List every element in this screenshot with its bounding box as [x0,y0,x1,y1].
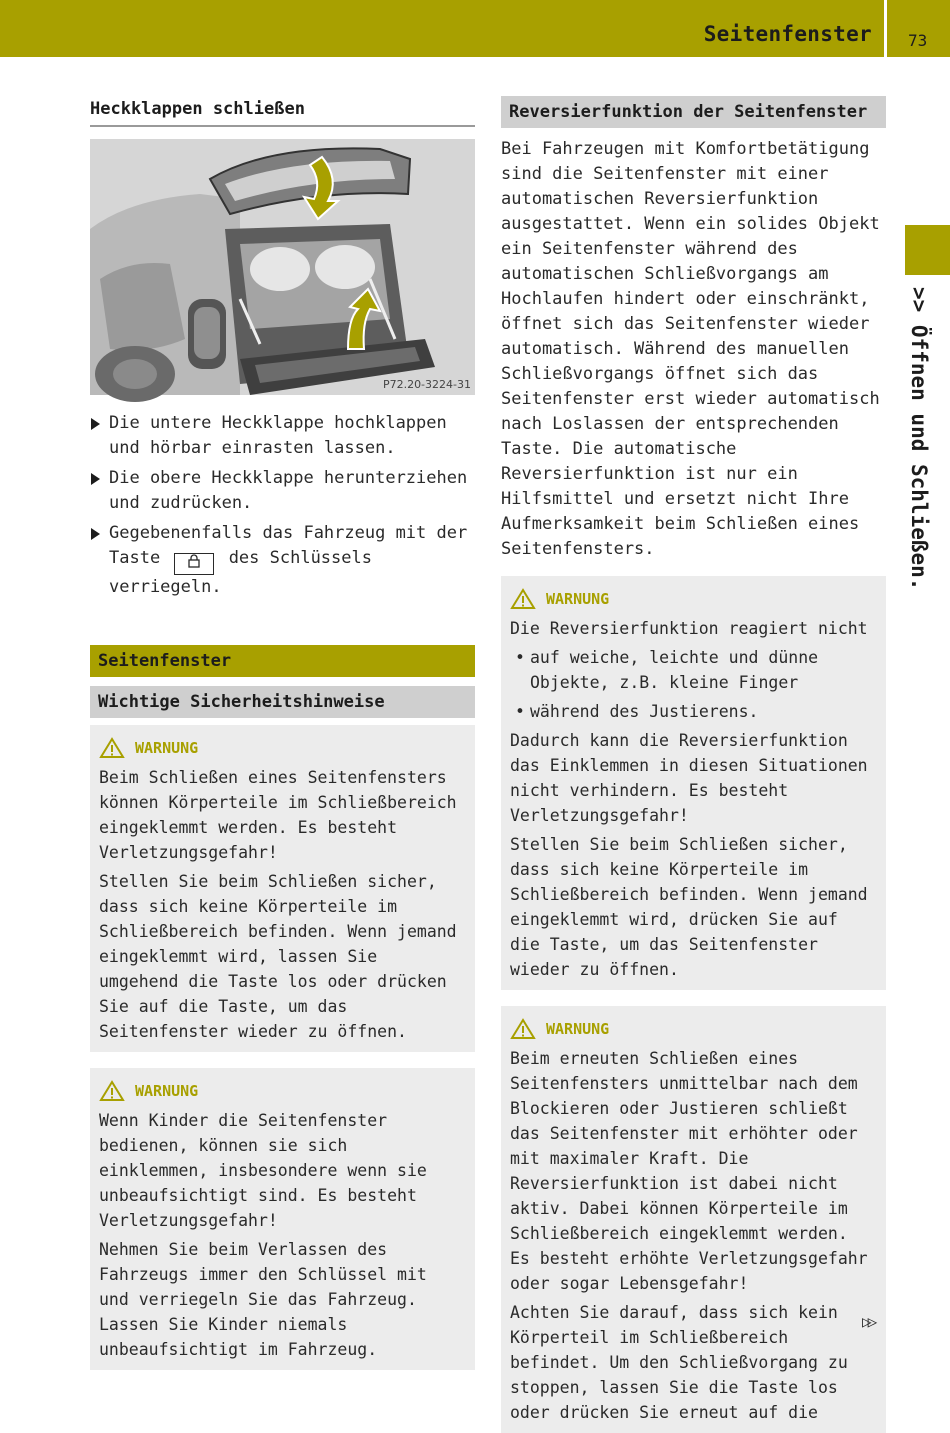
warning-text: Beim Schließen eines Seitenfensters können Körperteile im Schließbereich eingeklemmt werden. Es besteht Verletzungsgefahr! [99,768,457,862]
warning-text: Stellen Sie beim Schließen sicher, dass sich keine Körperteile im Schließbereich befinden. Wenn jemand eingeklemmt wird, lassen Sie umgehend die Taste los oder drücken Sie auf die Taste, um das Seitenfenster wieder zu öffnen. [99,872,457,1041]
warning-text: Nehmen Sie beim Verlassen des Fahrzeugs immer den Schlüssel mit und verriegeln Sie das Fahrzeug. Lassen Sie Kinder niemals unbeaufsichtigt im Fahrzeug. [99,1240,427,1359]
page-title: Seitenfenster [703,22,872,46]
warning-label: WARNUNG [135,1082,199,1100]
warning-box [90,725,475,1052]
warning-label: WARNUNG [546,1020,610,1038]
warning-triangle-icon [510,588,536,610]
car-rear-illustration [90,139,475,395]
warning-list-item: • auf weiche, leichte und dünne Objekte, z.B. kleine Finger [510,645,877,695]
warning-box [501,576,886,990]
heading-bar-reversing: Reversierfunktion der Seitenfenster [501,96,886,128]
warning-list-item: • während des Justierens. [510,699,877,724]
figure-reference: P72.20-3224-31 [382,378,471,391]
warning-text: Beim erneuten Schließen eines Seitenfensters unmittelbar nach dem Blockieren oder Justieren schließt das Seitenfenster mit erhöhter oder mit maximaler Kraft. Die Reversierfunktion ist dabei nicht aktiv. Dabei können Körperteile im Schließbereich eingeklemmt werden. Es besteht erhöhte Verletzungsgefahr oder sogar Lebensgefahr! [510,1049,868,1293]
chapter-label [903,287,943,607]
left-column [90,96,475,1370]
heading-tailgate: Heckklappen schließen [90,96,475,127]
chapter-tab [905,225,950,275]
warning-label: WARNUNG [135,739,199,757]
warning-text: Dadurch kann die Reversierfunktion das Einklemmen in diesen Situationen nicht verhindern. Es besteht Verletzungsgefahr! [510,731,868,825]
instruction-list [90,411,475,600]
right-column [501,96,886,1433]
warning-text: Stellen Sie beim Schließen sicher, dass sich keine Körperteile im Schließbereich befinden. Wenn jemand eingeklemmt wird, drücken Sie auf die Taste, um das Seitenfenster wieder zu öffnen. [510,835,868,979]
warning-text: Die Reversierfunktion reagiert nicht [510,619,868,638]
page-number: 73 [908,31,928,50]
warning-text: Wenn Kinder die Seitenfenster bedienen, können sie sich einklemmen, insbesondere wenn sie unbeaufsichtigt sind. Es besteht Verletzungsgefahr! [99,1111,427,1230]
instruction-item: Die obere Heckklappe herunterziehen und zudrücken. [90,466,475,516]
warning-triangle-icon [99,1080,125,1102]
continue-marker: ▷▷ [862,1312,874,1331]
warning-label: WARNUNG [546,590,610,608]
chapter-label-text: >> Öffnen und Schließen. [907,287,931,591]
tailgate-figure [90,139,475,395]
instruction-item: Die untere Heckklappe hochklappen und hörbar einrasten lassen. [90,411,475,461]
instruction-item: Gegebenenfalls das Fahrzeug mit der Taste des Schlüssels verriegeln. [90,521,475,600]
warning-text: Achten Sie darauf, dass sich kein Körperteil im Schließbereich befindet. Um den Schließvorgang zu stoppen, lassen Sie die Taste los oder drücken Sie erneut auf die [510,1303,848,1422]
intro-paragraph: Bei Fahrzeugen mit Komfortbetätigung sind die Seitenfenster mit einer automatischen Reversierfunktion ausgestattet. Wenn ein solides Objekt ein Seitenfenster während des automatischen Schließvorgangs am Hochlaufen hindert oder einschränkt, öffnet sich das Seitenfenster wieder automatisch. Während des manuellen Schließvorgangs öffnet sich das Seitenfenster erst wieder automatisch nach Loslassen der entsprechenden Taste. Die automatische Reversierfunktion ist nur ein Hilfsmittel und ersetzt nicht Ihre Aufmerksamkeit beim Schließen eines Seitenfensters. [501,139,880,559]
lock-key-icon [174,553,214,575]
warning-triangle-icon [510,1018,536,1040]
warning-triangle-icon [99,737,125,759]
header-bar [0,0,950,57]
bullet-triangle-icon [91,473,100,485]
section-bar-side-windows: Seitenfenster [90,645,475,677]
bullet-triangle-icon [91,528,100,540]
warning-box [501,1006,886,1433]
subsection-bar-safety: Wichtige Sicherheitshinweise [90,686,475,718]
bullet-triangle-icon [91,418,100,430]
header-divider [884,0,887,57]
warning-box [90,1068,475,1370]
